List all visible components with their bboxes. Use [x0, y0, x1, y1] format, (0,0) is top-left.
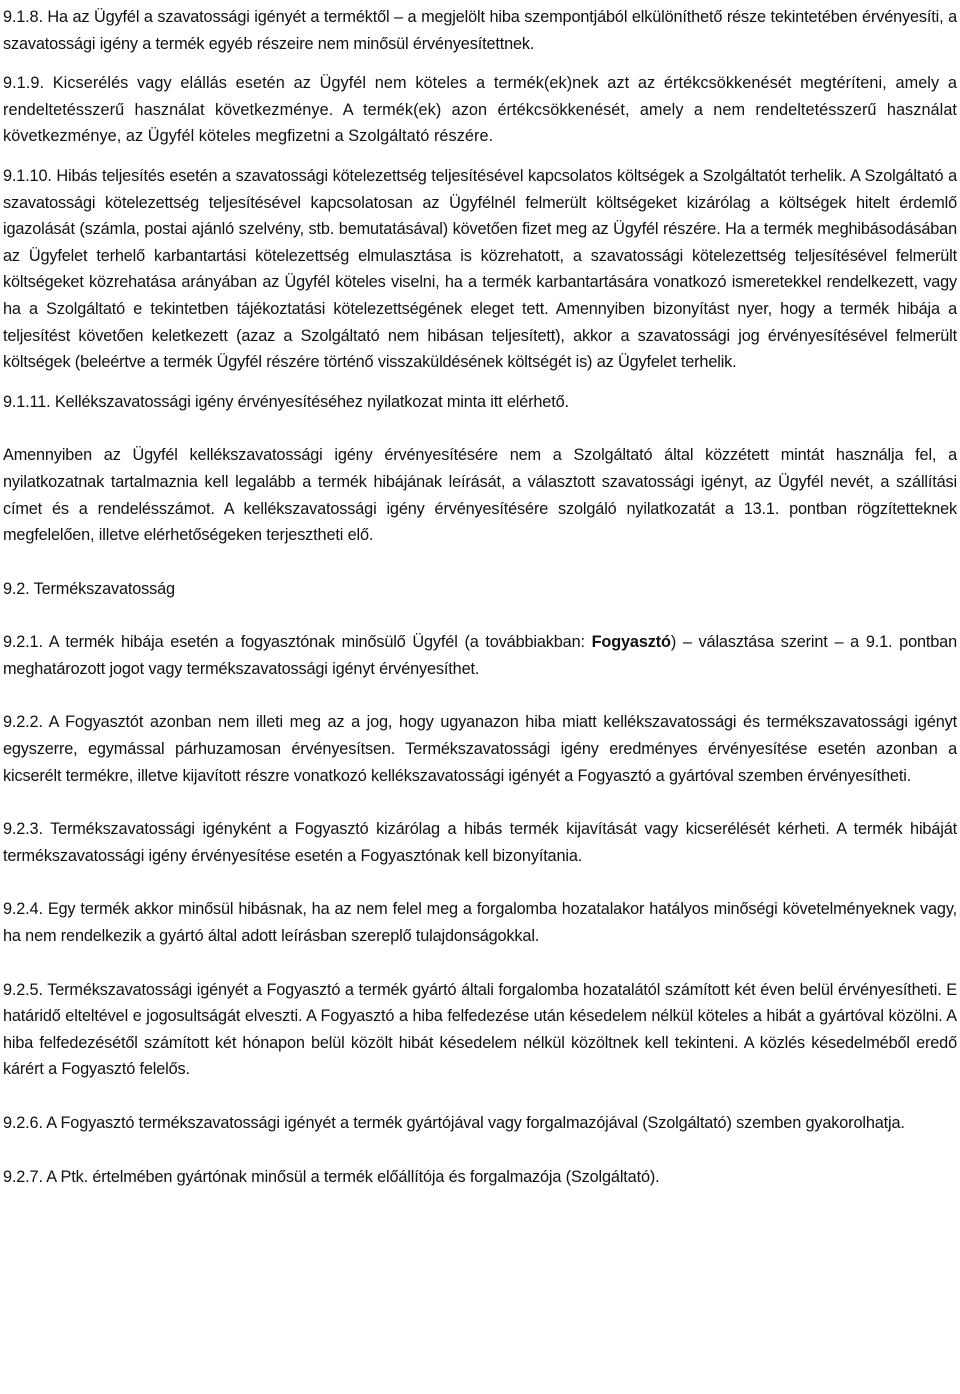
paragraph-9-1-8: 9.1.8. Ha az Ügyfél a szavatossági igényét a terméktől – a megjelölt hiba szempontjából elkülöníthető része tekintetében érvényesíti, a szavatossági igény a termék egyéb részeire nem minősül érvényesítettnek. [3, 8, 957, 53]
defined-term-fogyaszto: Fogyasztó [591, 633, 671, 652]
paragraph-template-statement: Amennyiben az Ügyfél kellékszavatossági igény érvényesítésére nem a Szolgáltató által közzétett mintát használja fel, a nyilatkozatnak tartalmaznia kell legalább a termék hibájának leírását, a választott szavatossági igényt, az Ügyfél nevét, a szállítási címet és a rendelésszámot. A kellékszavatossági igény érvényesítésére szolgáló nyilatkozatát a 13.1. pontban rögzítetteknek megfelelően, illetve elérhetőségeken terjesztheti elő. [3, 446, 957, 545]
paragraph-9-2-1-rest: ) – választása szerint – a 9.1. pontban meghatározott jogot vagy termékszavatossági igényt érvényesíthet. [3, 633, 957, 678]
paragraph-9-2-5: 9.2.5. Termékszavatossági igényét a Fogyasztó a termék gyártó általi forgalomba hozatalától számított két éven belül érvényesítheti. E határidő elteltével e jogosultságát elveszti. A Fogyasztó a hiba felfedezése után késedelem nélkül köteles a hibát a gyártóval közölni. A hiba felfedezésétől számított két hónapon belül közölt hibát késedelem nélkül közöltnek kell tekinteni. A közlés késedelméből eredő kárért a Fogyasztó felelős. [3, 980, 957, 1079]
section-heading-9-2: 9.2. Termékszavatosság [3, 579, 175, 598]
paragraph-9-2-3: 9.2.3. Termékszavatossági igényként a Fogyasztó kizárólag a hibás termék kijavítását vagy kicserélését kérheti. A termék hibáját termékszavatossági igény érvényesítése esetén a Fogyasztónak kell bizonyítania. [3, 820, 957, 865]
paragraph-9-2-2: 9.2.2. A Fogyasztót azonban nem illeti meg az a jog, hogy ugyanazon hiba miatt kellékszavatossági és termékszavatossági igényt egyszerre, egymással párhuzamosan érvényesítsen. Termékszavatossági igény eredményes érvényesítése esetén azonban a kicserélt termékre, illetve kijavított részre vonatkozó kellékszavatossági igényét a Fogyasztó a gyártóval szemben érvényesítheti. [3, 713, 957, 785]
paragraph-9-2-1-lead: 9.2.1. A termék hibája esetén a fogyasztónak minősülő Ügyfél (a továbbiakban: [3, 633, 592, 652]
paragraph-9-1-11: 9.1.11. Kellékszavatossági igény érvényesítéséhez nyilatkozat minta itt elérhető. [3, 392, 569, 411]
paragraph-9-1-9: 9.1.9. Kicserélés vagy elállás esetén az Ügyfél nem köteles a termék(ek)nek azt az értékcsökkenését megtéríteni, amely a rendeltetésszerű használat következménye. A termék(ek) azon értékcsökkenését, amely a nem rendeltetésszerű használat következménye, az Ügyfél köteles megfizetni a Szolgáltató részére. [3, 74, 957, 146]
paragraph-9-2-6: 9.2.6. A Fogyasztó termékszavatossági igényét a termék gyártójával vagy forgalmazójával (Szolgáltató) szemben gyakorolhatja. [3, 1114, 905, 1132]
paragraph-9-1-10: 9.1.10. Hibás teljesítés esetén a szavatossági kötelezettség teljesítésével kapcsolatos költségek a Szolgáltatót terhelik. A Szolgáltató a szavatossági kötelezettség teljesítésével kapcsolatosan az Ügyfélnél felmerült költségeket kizárólag a költségek hitelt érdemlő igazolását (számla, postai ajánló szelvény, stb. bemutatásával) követően fizet meg az Ügyfél részére. Ha a termék meghibásodásában az Ügyfelet terhelő karbantartási kötelezettség elmulasztása is közrehatott, a szavatossági kötelezettség teljesítésével felmerült költségeket közrehatása arányában az Ügyfél köteles viselni, ha a termék karbantartására vonatkozó ismeretekkel rendelkezett, vagy ha a Szolgáltató e tekintetben tájékoztatási kötelezettségének eleget tett. Amennyiben bizonyítást nyer, hogy a termék hibája a teljesítést követően keletkezett (azaz a Szolgáltató nem hibásan teljesített), akkor a szavatossági jog érvényesítésével felmerült költségek (beleértve a termék Ügyfél részére történő visszaküldésének költségét is) az Ügyfelet terhelik. [3, 166, 957, 372]
paragraph-9-2-7: 9.2.7. A Ptk. értelmében gyártónak minősül a termék előállítója és forgalmazója (Szolgáltató). [3, 1167, 660, 1186]
paragraph-9-2-4: 9.2.4. Egy termék akkor minősül hibásnak, ha az nem felel meg a forgalomba hozatalakor hatályos minőségi követelményeknek vagy, ha nem rendelkezik a gyártó által adott leírásban szereplő tulajdonságokkal. [3, 900, 957, 946]
document-page [3, 0, 957, 1190]
paragraph-9-2-1 [3, 629, 957, 682]
